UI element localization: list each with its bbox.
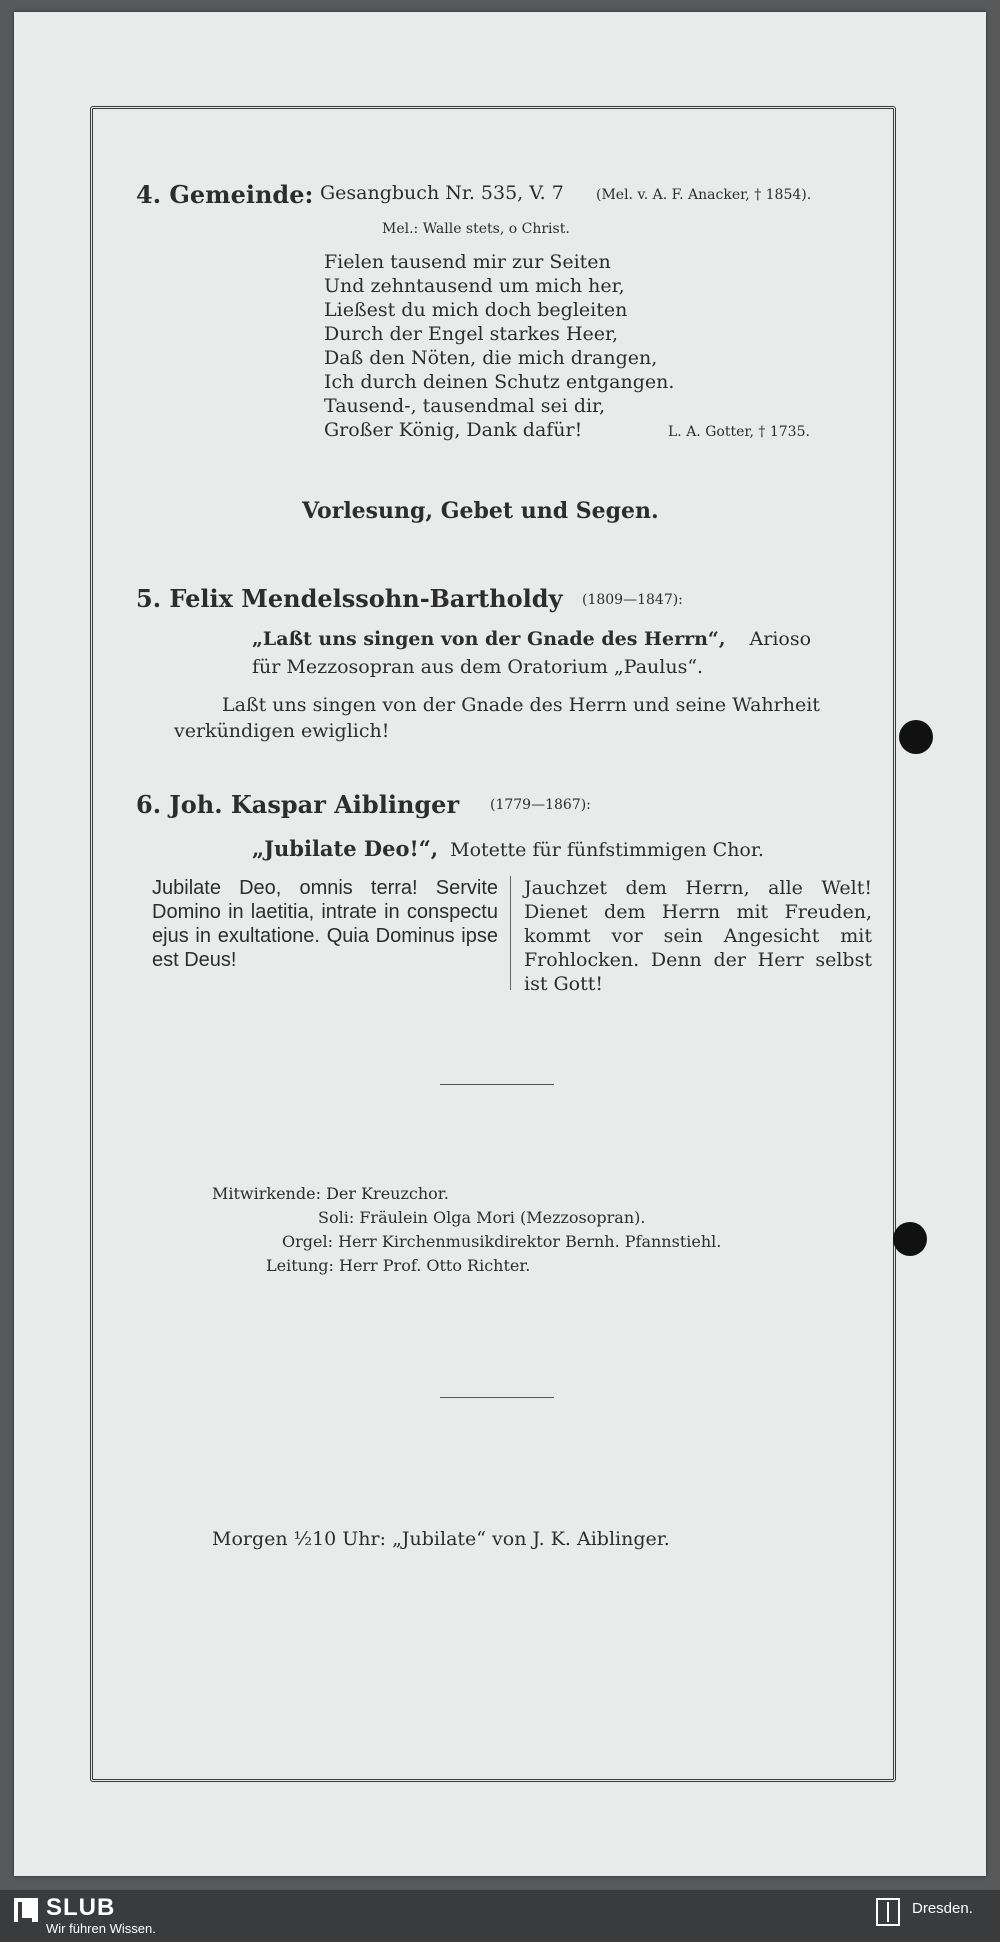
- hymn-line: Durch der Engel starkes Heer,: [324, 323, 619, 345]
- item5-title-rest: Arioso: [749, 628, 812, 650]
- credit-label: Orgel:: [282, 1232, 333, 1251]
- interlude-heading: Vorlesung, Gebet und Segen.: [302, 498, 659, 524]
- item6-heading: 6. Joh. Kaspar Aiblinger: [136, 790, 460, 819]
- item4-composer-note: (Mel. v. A. F. Anacker, † 1854).: [596, 187, 812, 203]
- credit-line: [282, 1232, 721, 1251]
- item5-text-line1: Laßt uns singen von der Gnade des Herrn und seine Wahrheit: [222, 694, 820, 716]
- german-text: Jauchzet dem Herrn, alle Welt! Dienet dem Herrn mit Freuden, kommt vor sein Angesicht mit Frohlocken. Denn der Herr selbst ist Gott!: [524, 877, 872, 995]
- item6-title: „Jubilate Deo!“,: [252, 836, 439, 861]
- hymn-line: Großer König, Dank dafür!: [324, 419, 583, 441]
- credit-value: Fräulein Olga Mori (Mezzosopran).: [359, 1208, 646, 1227]
- item4-author: L. A. Gotter, † 1735.: [668, 424, 810, 440]
- credit-value: Herr Prof. Otto Richter.: [338, 1256, 531, 1275]
- credit-line: [266, 1256, 530, 1275]
- hymn-verse: [324, 250, 674, 442]
- credit-value: Herr Kirchenmusikdirektor Bernh. Pfannstiehl.: [338, 1232, 722, 1251]
- footer-brand[interactable]: SLUB: [46, 1894, 116, 1921]
- hymn-line: Ich durch deinen Schutz entgangen.: [324, 371, 675, 393]
- divider-2: [440, 1397, 554, 1398]
- item5-title: „Laßt uns singen von der Gnade des Herrn“,: [252, 628, 726, 650]
- item6-title-rest: Motette für fünfstimmigen Chor.: [450, 839, 764, 861]
- footer-bar: [0, 1890, 1000, 1942]
- item5-dates: (1809—1847):: [582, 592, 683, 608]
- punch-hole-bottom: [893, 1222, 927, 1256]
- partner-logo-text[interactable]: Dresden.: [912, 1900, 973, 1917]
- credit-label: Mitwirkende:: [212, 1184, 321, 1203]
- credit-label: Leitung:: [266, 1256, 334, 1275]
- announcement: Morgen ½10 Uhr: „Jubilate“ von J. K. Aiblinger.: [212, 1528, 670, 1550]
- column-separator: [510, 876, 511, 990]
- hymn-line: Daß den Nöten, die mich drangen,: [324, 347, 658, 369]
- item5-title-line1: [252, 628, 811, 650]
- item4-ref: Gesangbuch Nr. 535, V. 7: [320, 182, 564, 204]
- credit-line: [212, 1184, 449, 1203]
- dresden-crest-icon: [876, 1898, 900, 1926]
- item6-title-line: [252, 836, 764, 861]
- slub-logo-icon[interactable]: [14, 1898, 38, 1922]
- latin-text: Jubilate Deo, omnis terra! Servite Domino in laetitia, intrate in conspectu ejus in exultatione. Quia Dominus ipse est Deus!: [152, 877, 498, 971]
- punch-hole-top: [899, 720, 933, 754]
- hymn-line: Tausend-, tausendmal sei dir,: [324, 395, 606, 417]
- item6-dates: (1779—1867):: [490, 797, 591, 813]
- hymn-line: Fielen tausend mir zur Seiten: [324, 251, 611, 273]
- item5-text-line2: verkündigen ewiglich!: [174, 720, 390, 742]
- hymn-line: Ließest du mich doch begleiten: [324, 299, 628, 321]
- credit-label: Soli:: [318, 1208, 355, 1227]
- divider-1: [440, 1084, 554, 1085]
- item5-title-line2: für Mezzosopran aus dem Oratorium „Paulus“.: [252, 656, 704, 678]
- item4-heading: 4. Gemeinde:: [136, 180, 314, 209]
- credit-value: Der Kreuzchor.: [326, 1184, 449, 1203]
- footer-tagline: Wir führen Wissen.: [46, 1921, 156, 1936]
- item4-melody: Mel.: Walle stets, o Christ.: [382, 221, 570, 237]
- credit-line: [318, 1208, 645, 1227]
- item5-heading: 5. Felix Mendelssohn-Bartholdy: [136, 584, 563, 613]
- hymn-line: Und zehntausend um mich her,: [324, 275, 625, 297]
